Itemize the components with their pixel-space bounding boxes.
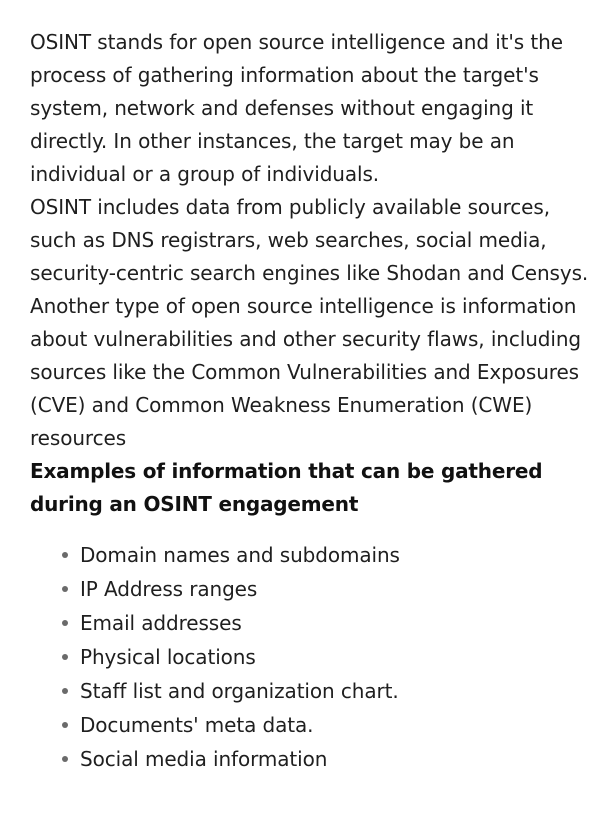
bullet-icon [62, 552, 68, 558]
section-heading: Examples of information that can be gathered during an OSINT engagement [30, 459, 543, 516]
list-item-text: Staff list and organization chart. [80, 679, 399, 703]
bullet-icon [62, 756, 68, 762]
list-item-text: Domain names and subdomains [80, 543, 400, 567]
paragraph-osint-definition: OSINT stands for open source intelligence and it's the process of gathering information about the target's system, network and defenses without engaging it directly. In other instances, the target may be an individual or a group of individuals. [30, 30, 563, 186]
list-item [60, 606, 590, 640]
bullet-icon [62, 722, 68, 728]
list-item [60, 708, 590, 742]
examples-list [30, 538, 590, 776]
paragraph-osint-vulnerabilities: Another type of open source intelligence is information about vulnerabilities and other security flaws, including sources like the Common Vulnerabilities and Exposures (CVE) and Common Weakness Enumeration (CWE) resources [30, 294, 581, 450]
list-item-text: Email addresses [80, 611, 242, 635]
list-item-text: Documents' meta data. [80, 713, 314, 737]
list-item-text: Physical locations [80, 645, 256, 669]
list-item-text: Social media information [80, 747, 328, 771]
bullet-icon [62, 688, 68, 694]
list-item [60, 572, 590, 606]
list-item [60, 674, 590, 708]
list-item [60, 640, 590, 674]
bullet-icon [62, 654, 68, 660]
list-item [60, 742, 590, 776]
paragraph-osint-sources: OSINT includes data from publicly available sources, such as DNS registrars, web searches, social media, security-centric search engines like Shodan and Censys. [30, 195, 589, 285]
article-content [30, 26, 590, 776]
bullet-icon [62, 586, 68, 592]
bullet-icon [62, 620, 68, 626]
list-item [60, 538, 590, 572]
list-item-text: IP Address ranges [80, 577, 258, 601]
